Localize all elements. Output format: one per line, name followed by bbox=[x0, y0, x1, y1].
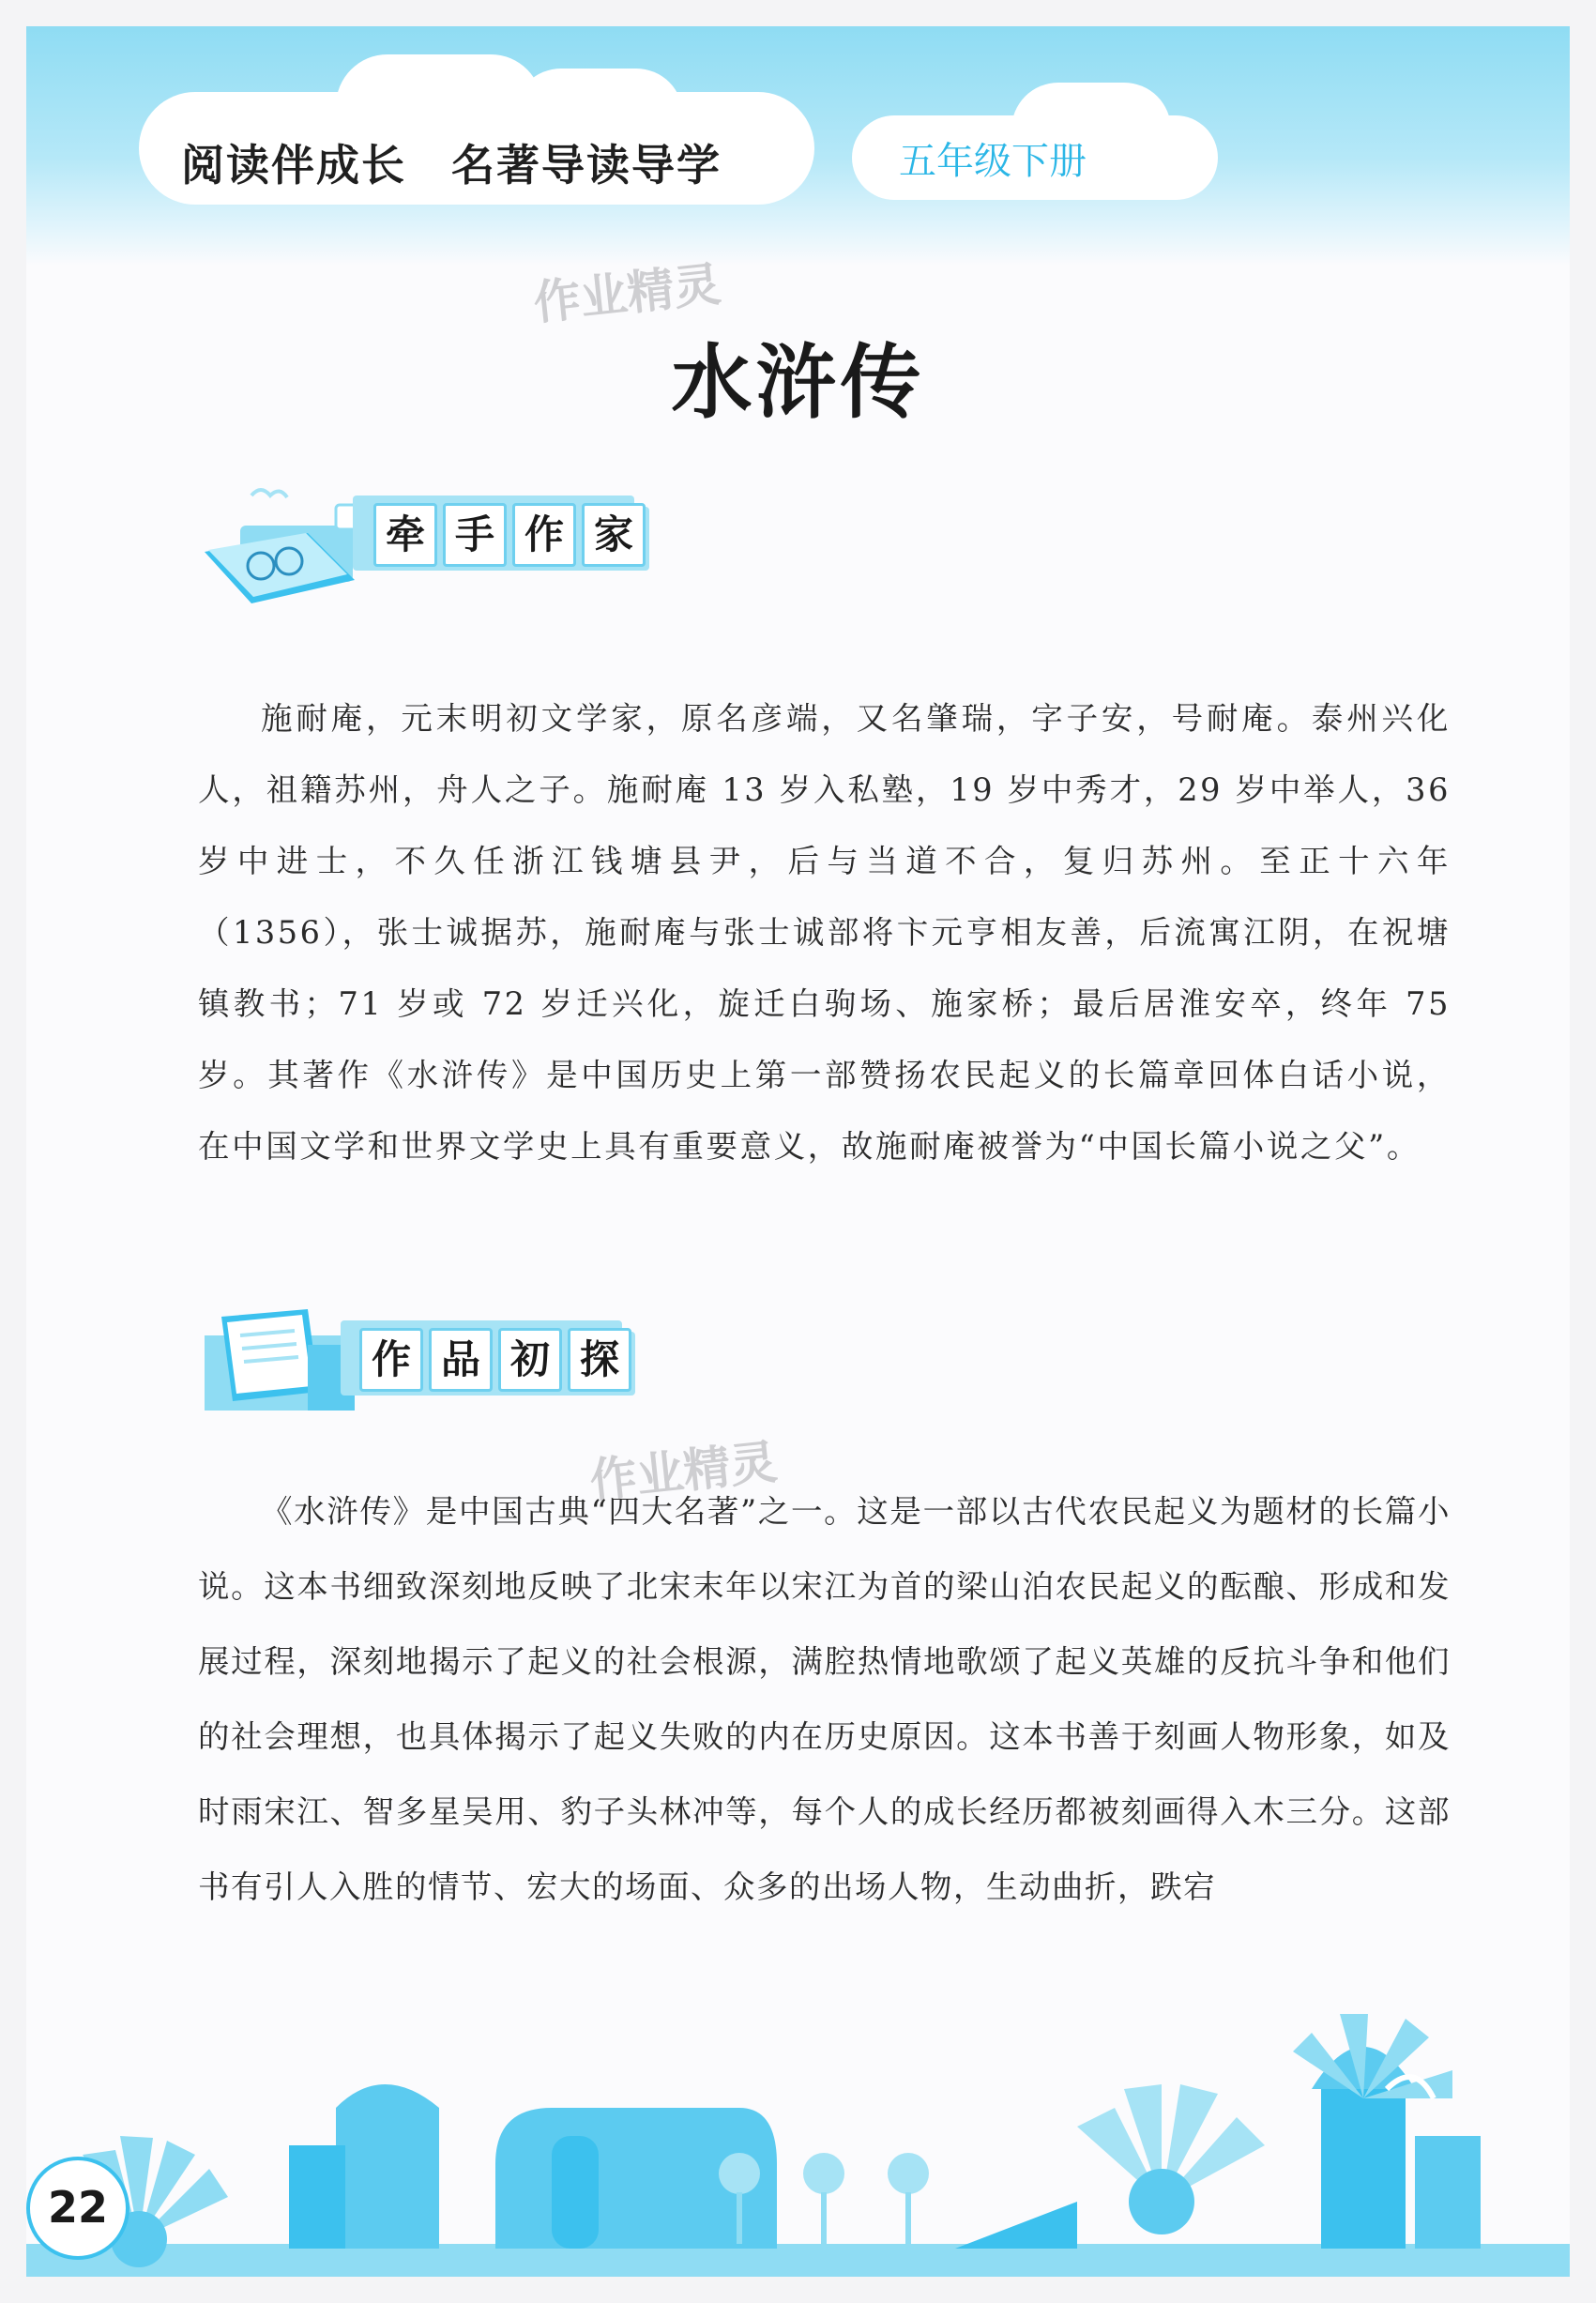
heading-char: 探 bbox=[568, 1328, 631, 1392]
textbook-page bbox=[26, 26, 1570, 2277]
heading-char: 作 bbox=[359, 1328, 423, 1392]
section-heading-author bbox=[195, 477, 646, 618]
heading-label bbox=[359, 1328, 631, 1392]
heading-char: 作 bbox=[512, 503, 576, 567]
heading-char: 初 bbox=[498, 1328, 562, 1392]
author-paragraph: 施耐庵，元末明初文学家，原名彦端，又名肇瑞，字子安，号耐庵。泰州兴化人，祖籍苏州，舟人之子。施耐庵 13 岁入私塾，19 岁中秀才，29 岁中举人，36 岁中进士，不久任浙江钱塘县尹，后与当道不合，复归苏州。至正十六年（1356），张士诚据苏，施耐庵与张士诚部将卞元亨相友善，后流寓江阴，在祝塘镇教书；71 岁或 72 岁迁兴化，旋迁白驹场、施家桥；最后居淮安卒，终年 75 岁。其著作《水浒传》是中国历史上第一部赞扬农民起义的长篇章回体白话小说，在中国文学和世界文学史上具有重要意义，故施耐庵被誉为“中国长篇小说之父”。 bbox=[198, 700, 1451, 1165]
grade-label: 五年级下册 bbox=[899, 140, 1087, 183]
heading-char: 手 bbox=[443, 503, 507, 567]
footer-illustration bbox=[26, 1967, 1570, 2277]
series-title: 阅读伴成长 名著导读导学 bbox=[181, 140, 722, 191]
work-paragraph: 《水浒传》是中国古典“四大名著”之一。这是一部以古代农民起义为题材的长篇小说。这本书细致深刻地反映了北宋末年以宋江为首的梁山泊农民起义的酝酿、形成和发展过程，深刻地揭示了起义的社会根源，满腔热情地歌颂了起义英雄的反抗斗争和他们的社会理想，也具体揭示了起义失败的内在历史原因。这本书善于刻画人物形象，如及时雨宋江、智多星吴用、豹子头林冲等，每个人的成长经历都被刻画得入木三分。这部书有引人入胜的情节、宏大的场面、众多的出场人物，生动曲折，跌宕 bbox=[198, 1493, 1451, 1905]
watermark: 作业精灵 bbox=[586, 1434, 780, 1509]
watermark: 作业精灵 bbox=[530, 256, 723, 331]
header-band bbox=[26, 26, 1570, 266]
heading-label bbox=[373, 503, 646, 567]
heading-char: 家 bbox=[582, 503, 646, 567]
heading-char: 牵 bbox=[373, 503, 437, 567]
page-number: 22 bbox=[26, 2157, 129, 2260]
section-heading-work bbox=[195, 1298, 646, 1429]
heading-char: 品 bbox=[429, 1328, 493, 1392]
page-title: 水浒传 bbox=[671, 335, 925, 430]
